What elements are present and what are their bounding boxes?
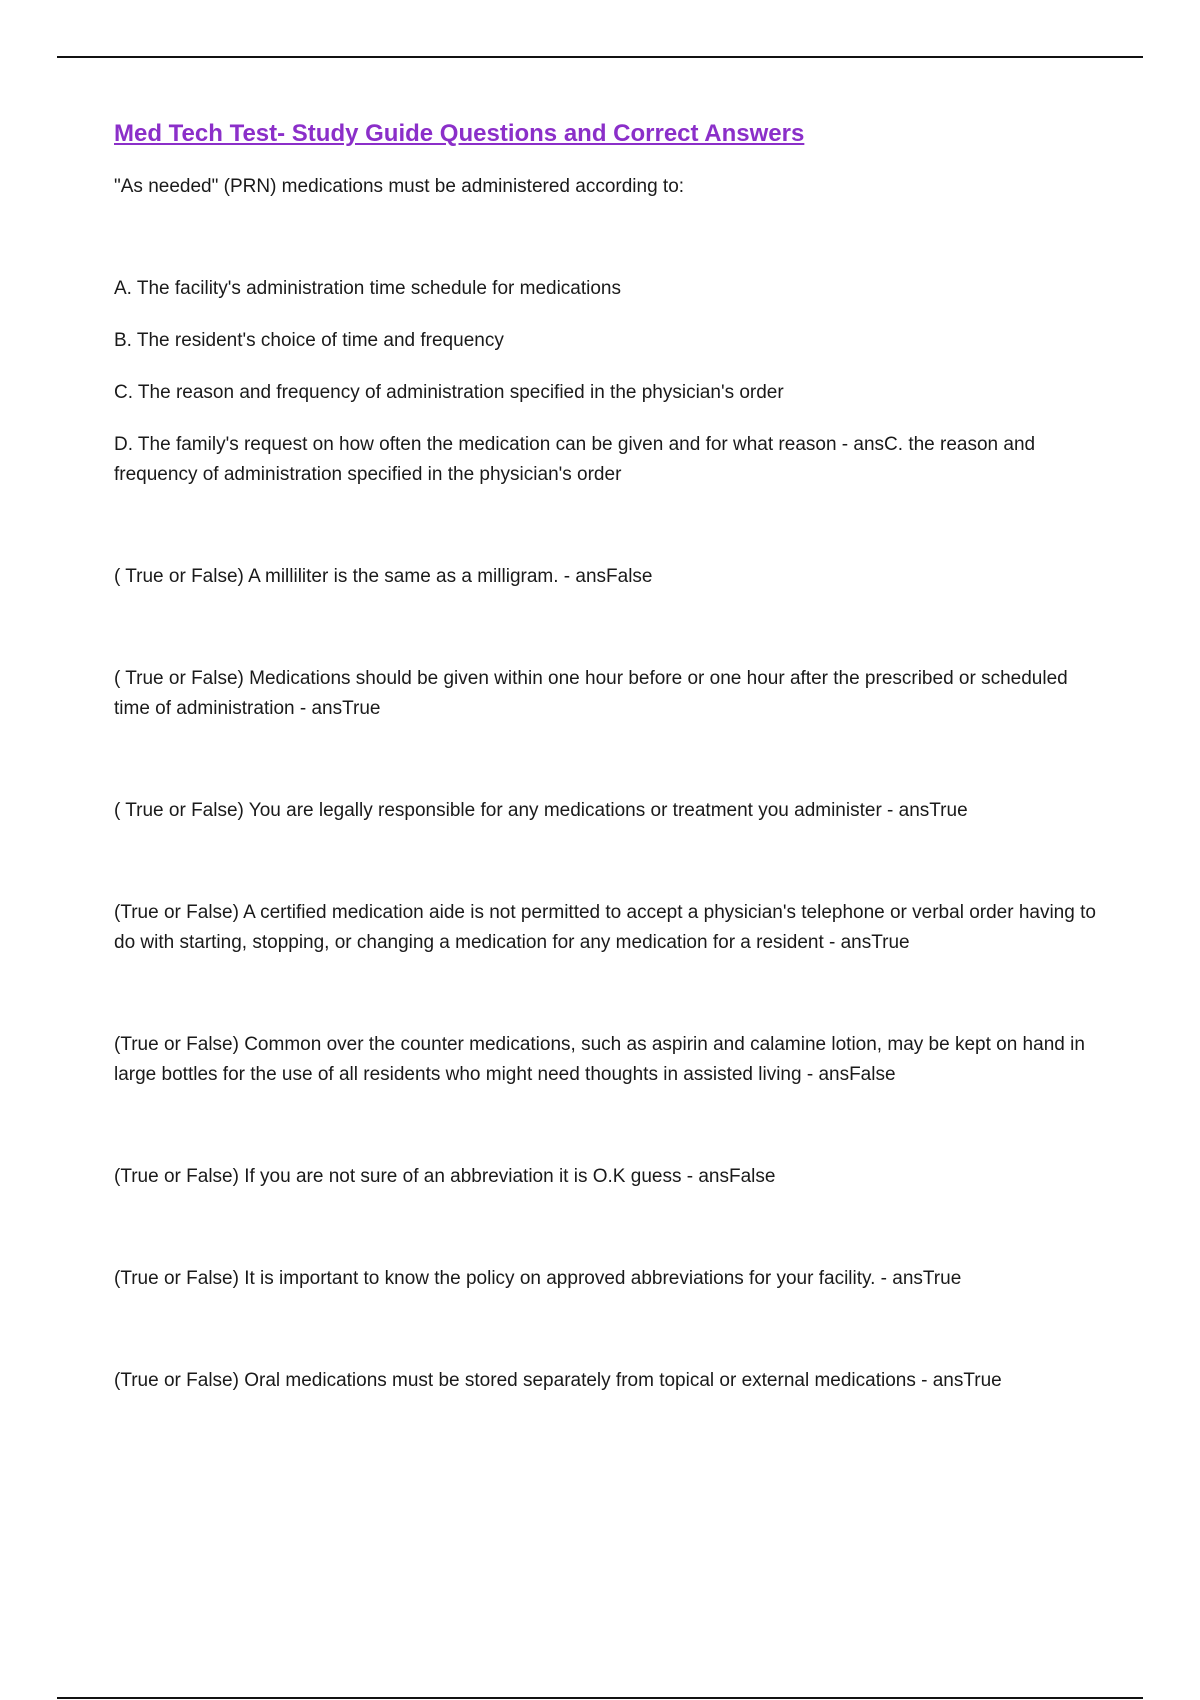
question-prn-prompt: "As needed" (PRN) medications must be administered according to: bbox=[114, 176, 685, 197]
document-body bbox=[114, 110, 1104, 1396]
question-oral-storage: (True or False) Oral medications must be stored separately from topical or external medications - ansTrue bbox=[114, 1370, 1002, 1391]
option-d-answer: D. The family's request on how often the medication can be given and for what reason - ansC. the reason and frequency of administration specified in the physician's order bbox=[114, 434, 1036, 485]
question-milliliter: ( True or False) A milliliter is the same as a milligram. - ansFalse bbox=[114, 566, 653, 587]
option-a: A. The facility's administration time schedule for medications bbox=[114, 278, 621, 299]
question-abbreviation-policy: (True or False) It is important to know the policy on approved abbreviations for your facility. - ansTrue bbox=[114, 1268, 962, 1289]
question-abbreviation-guess: (True or False) If you are not sure of an abbreviation it is O.K guess - ansFalse bbox=[114, 1166, 776, 1187]
option-c: C. The reason and frequency of administration specified in the physician's order bbox=[114, 382, 784, 403]
question-otc-bottles: (True or False) Common over the counter medications, such as aspirin and calamine lotion, may be kept on hand in large bottles for the use of all residents who might need thoughts in assisted living - ansFalse bbox=[114, 1034, 1085, 1085]
question-legal-responsibility: ( True or False) You are legally responsible for any medications or treatment you administer - ansTrue bbox=[114, 800, 968, 821]
document-title[interactable]: Med Tech Test- Study Guide Questions and Correct Answers bbox=[114, 120, 805, 147]
question-one-hour-window: ( True or False) Medications should be given within one hour before or one hour after the prescribed or scheduled time of administration - ansTrue bbox=[114, 668, 1068, 719]
header-rule bbox=[57, 56, 1143, 58]
option-b: B. The resident's choice of time and frequency bbox=[114, 330, 504, 351]
footer-rule bbox=[57, 1697, 1143, 1699]
question-verbal-order: (True or False) A certified medication aide is not permitted to accept a physician's telephone or verbal order having to do with starting, stopping, or changing a medication for any medication for a resident - ansTrue bbox=[114, 902, 1096, 953]
